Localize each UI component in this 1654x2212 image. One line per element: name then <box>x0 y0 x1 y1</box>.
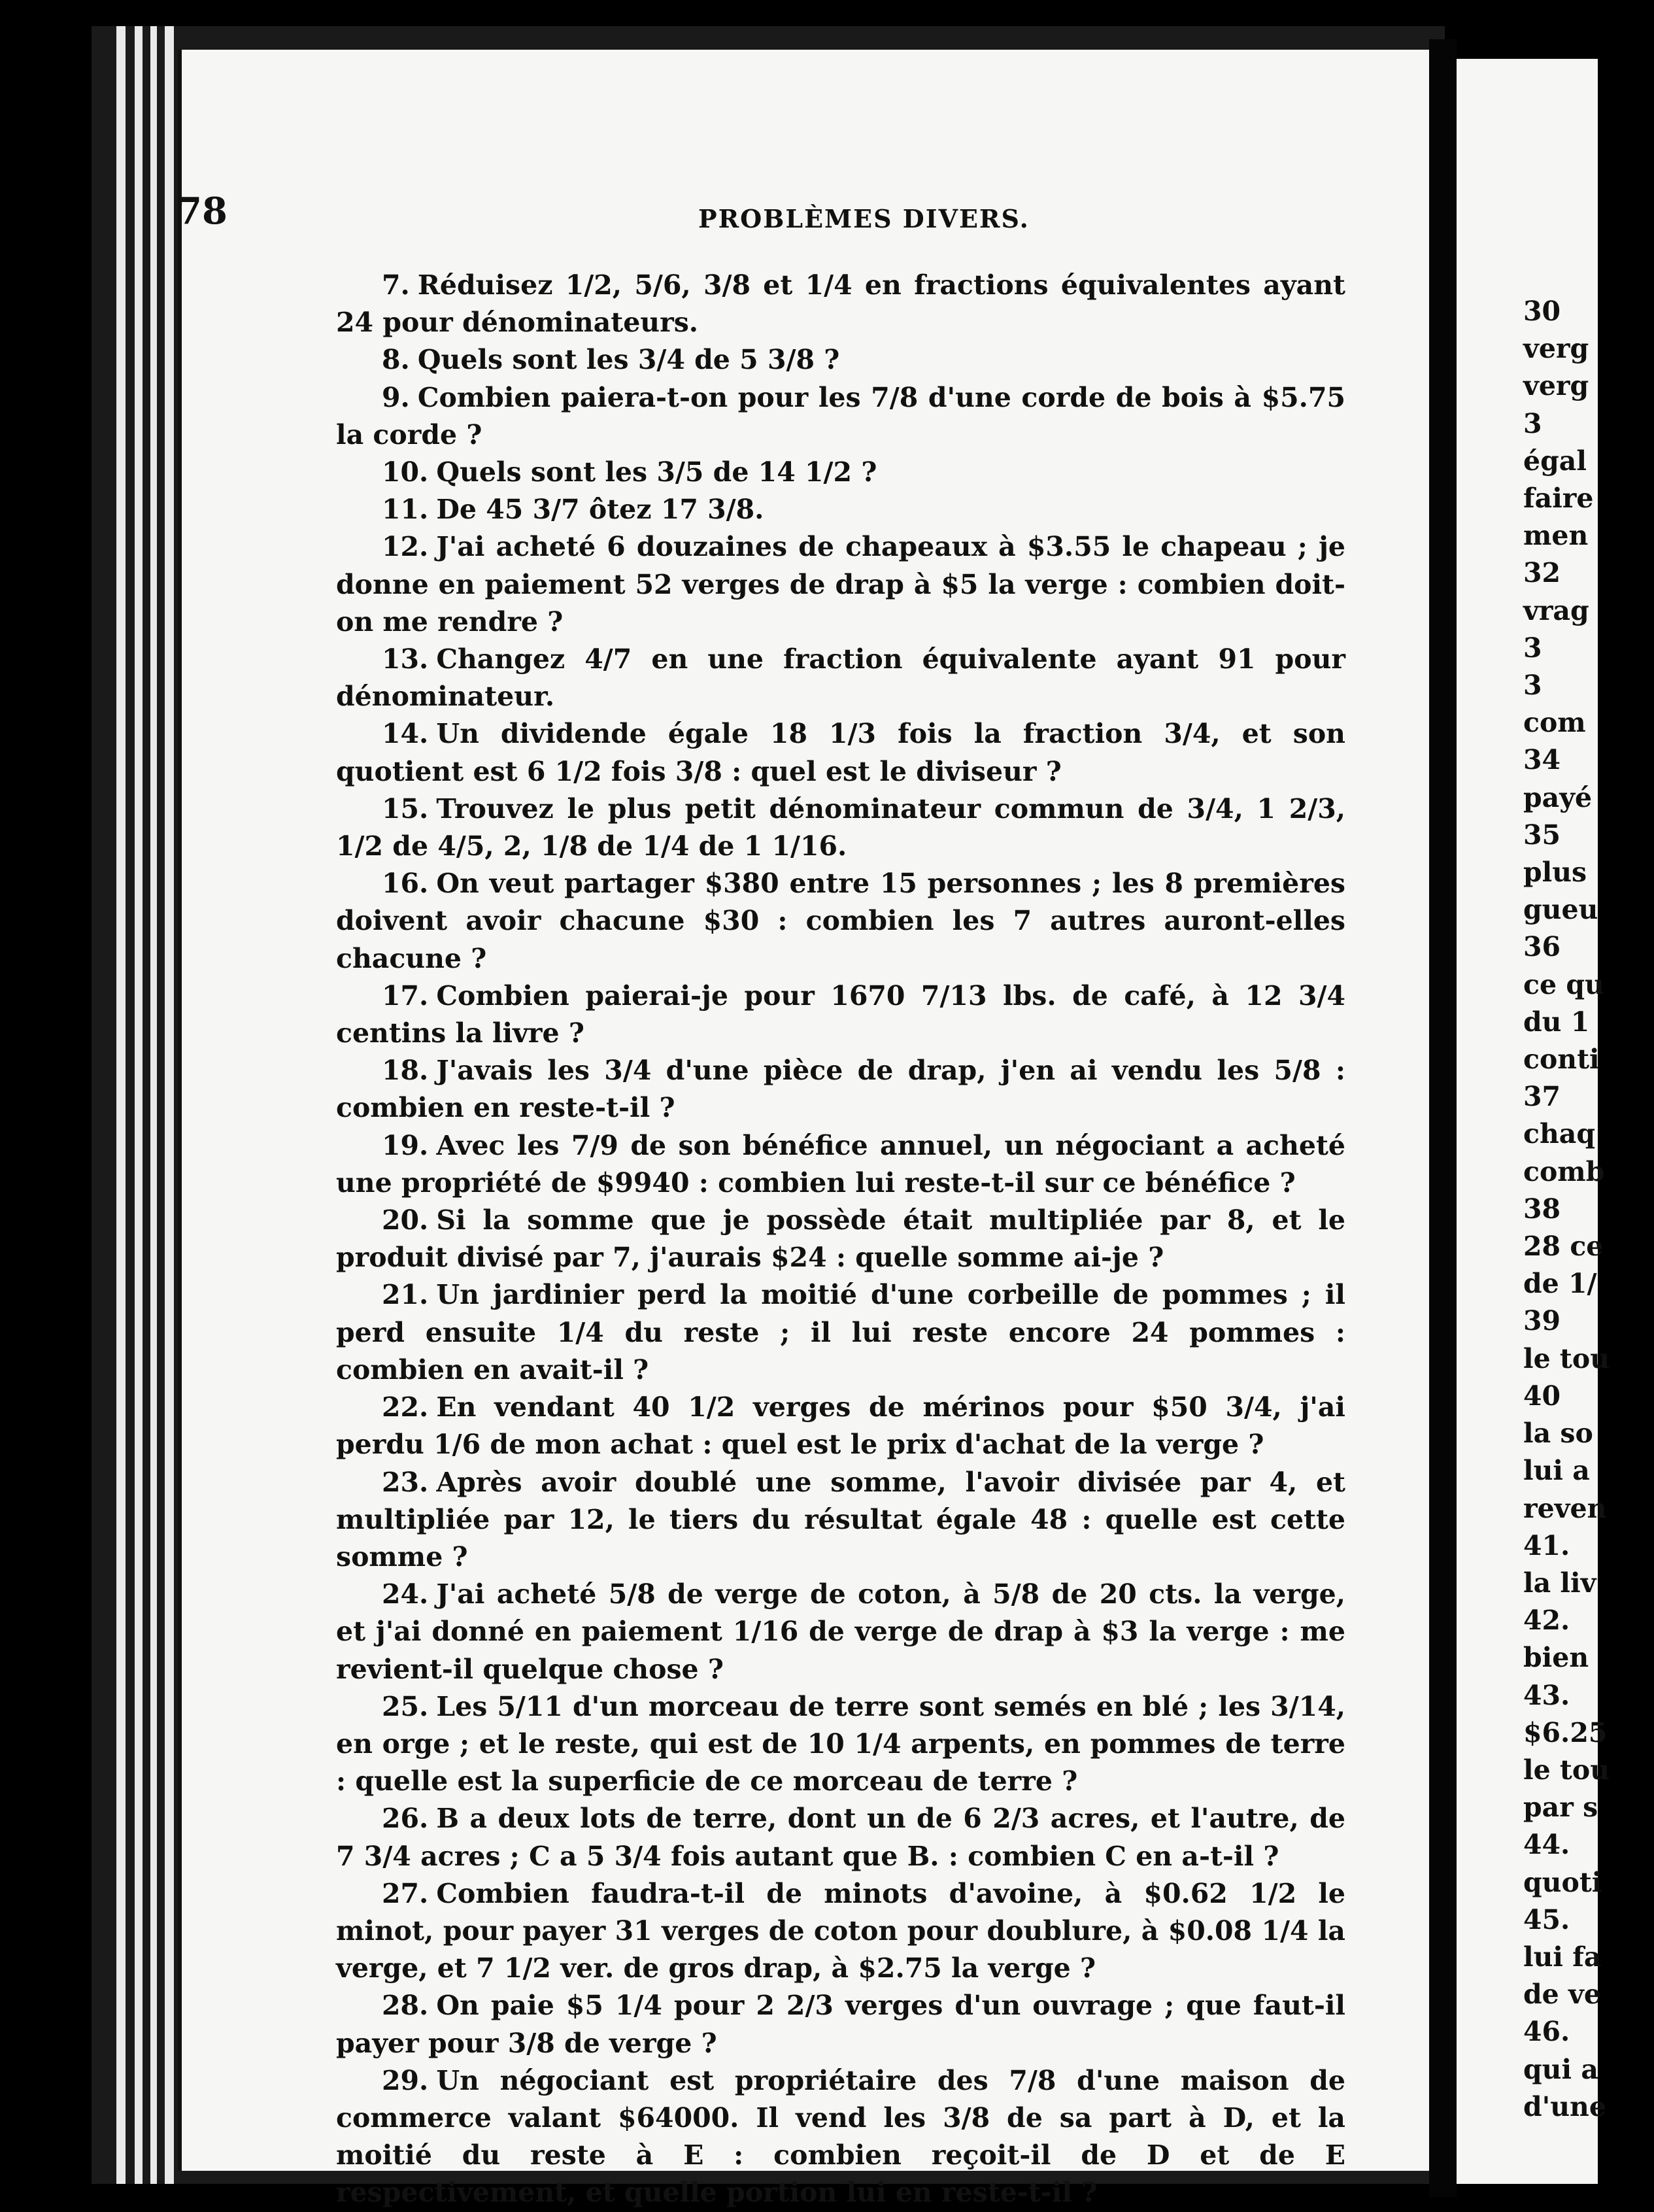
right-fragment: de 1/ <box>1523 1268 1597 1300</box>
problem-list <box>336 267 1345 2212</box>
problem-number: 19. <box>382 1129 429 1161</box>
problem-item <box>336 1875 1345 1988</box>
problem-text: Un jardinier perd la moitié d'une corbeille de pommes ; il perd ensuite 1/4 du reste ; il lui reste encore 24 pommes : combien en avait-il ? <box>336 1279 1345 1386</box>
problem-number: 23. <box>382 1466 429 1498</box>
right-fragment: verg <box>1523 370 1589 402</box>
right-fragment: conti <box>1523 1044 1600 1076</box>
problem-item <box>336 528 1345 641</box>
right-fragment: $6.25 <box>1523 1716 1608 1748</box>
right-fragment: 39 <box>1523 1305 1561 1337</box>
problem-number: 12. <box>382 531 429 563</box>
problem-item <box>336 1464 1345 1576</box>
right-fragment: 35 <box>1523 819 1561 851</box>
problem-item <box>336 1389 1345 1463</box>
right-fragment: ce qu <box>1523 968 1604 1000</box>
problem-item <box>336 1688 1345 1801</box>
problem-item <box>336 1987 1345 2062</box>
problem-text: J'ai acheté 6 douzaines de chapeaux à $3.55 le chapeau ; je donne en paiement 52 verges de drap à $5 la verge : combien doit-on me rendre ? <box>336 531 1345 638</box>
right-fragment: faire <box>1523 483 1594 515</box>
problem-item <box>336 2062 1345 2212</box>
problem-item <box>336 1276 1345 1389</box>
right-fragment: comb <box>1523 1155 1605 1187</box>
right-fragment: d'une <box>1523 2090 1606 2122</box>
problem-number: 21. <box>382 1279 429 1311</box>
problem-text: J'avais les 3/4 d'une pièce de drap, j'en ai vendu les 5/8 : combien en reste-t-il ? <box>336 1055 1345 1124</box>
problem-number: 7. <box>382 269 410 301</box>
problem-number: 22. <box>382 1391 429 1423</box>
problem-item <box>336 978 1345 1052</box>
problem-number: 13. <box>382 643 429 675</box>
problem-number: 26. <box>382 1803 429 1835</box>
right-fragment: 40 <box>1523 1380 1561 1412</box>
right-fragment: 43. <box>1523 1679 1570 1711</box>
right-fragment: 30 <box>1523 296 1561 327</box>
right-fragment: 45. <box>1523 1903 1570 1935</box>
page-edge <box>150 26 157 2184</box>
right-fragment: quoti <box>1523 1866 1602 1898</box>
problem-item <box>336 1202 1345 1276</box>
problem-text: On paie $5 1/4 pour 2 2/3 verges d'un ouvrage ; que faut-il payer pour 3/8 de verge ? <box>336 1990 1345 2059</box>
right-fragment: égal <box>1523 445 1587 477</box>
problem-text: De 45 3/7 ôtez 17 3/8. <box>436 494 764 526</box>
problem-text: Trouvez le plus petit dénominateur commun de 3/4, 1 2/3, 1/2 de 4/5, 2, 1/8 de 1/4 de 1 1/16. <box>336 792 1345 862</box>
problem-item <box>336 1127 1345 1202</box>
right-fragment: la liv <box>1523 1567 1596 1599</box>
right-fragment: 3 <box>1523 632 1542 664</box>
problem-text: Combien faudra-t-il de minots d'avoine, à $0.62 1/2 le minot, pour payer 31 verges de coton pour doublure, à $0.08 1/4 la verge, et 7 1/2 ver. de gros drap, à $2.75 la verge ? <box>336 1877 1345 1984</box>
problem-number: 14. <box>382 718 429 750</box>
right-page-text-fragments <box>1523 293 1654 2126</box>
problem-item <box>336 379 1345 454</box>
right-fragment: 3 <box>1523 670 1542 702</box>
problem-item <box>336 791 1345 865</box>
page-edge <box>116 26 126 2184</box>
problem-text: Quels sont les 3/5 de 14 1/2 ? <box>436 456 877 488</box>
right-fragment: chaq <box>1523 1118 1596 1150</box>
right-fragment: par s <box>1523 1792 1598 1824</box>
problem-item <box>336 865 1345 978</box>
problem-number: 29. <box>382 2064 429 2096</box>
problem-item <box>336 641 1345 715</box>
problem-number: 24. <box>382 1578 429 1610</box>
right-fragment: gueu <box>1523 894 1598 926</box>
right-fragment: 46. <box>1523 2016 1570 2048</box>
problem-number: 10. <box>382 456 429 488</box>
right-fragment: le tou <box>1523 1342 1610 1374</box>
problem-text: Un dividende égale 18 1/3 fois la fraction 3/4, et son quotient est 6 1/2 fois 3/8 : quel est le diviseur ? <box>336 718 1345 787</box>
right-fragment: vrag <box>1523 594 1589 626</box>
problem-item <box>336 341 1345 379</box>
right-fragment: lui fa <box>1523 1941 1602 1973</box>
problem-item <box>336 454 1345 491</box>
problem-item <box>336 267 1345 341</box>
problem-text: B a deux lots de terre, dont un de 6 2/3 acres, et l'autre, de 7 3/4 acres ; C a 5 3/4 fois autant que B. : combien C en a-t-il ? <box>336 1803 1345 1872</box>
right-fragment: 41. <box>1523 1529 1570 1561</box>
right-fragment: 32 <box>1523 557 1561 589</box>
problem-item <box>336 491 1345 528</box>
right-fragment: payé <box>1523 781 1593 813</box>
problem-text: Après avoir doublé une somme, l'avoir divisée par 4, et multipliée par 12, le tiers du résultat égale 48 : quelle est cette somme ? <box>336 1466 1345 1573</box>
page-edge <box>135 26 143 2184</box>
right-fragment: lui a <box>1523 1455 1590 1487</box>
problem-number: 18. <box>382 1055 429 1087</box>
problem-number: 9. <box>382 381 410 413</box>
problem-number: 20. <box>382 1204 429 1236</box>
problem-text: Combien paierai-je pour 1670 7/13 lbs. de café, à 12 3/4 centins la livre ? <box>336 979 1345 1049</box>
right-fragment: de ve <box>1523 1979 1601 2011</box>
problem-number: 25. <box>382 1690 429 1722</box>
book-gutter <box>1429 39 1457 2197</box>
problem-text: Avec les 7/9 de son bénéfice annuel, un négociant a acheté une propriété de $9940 : combien lui reste-t-il sur ce bénéfice ? <box>336 1129 1345 1199</box>
problem-number: 17. <box>382 979 429 1012</box>
right-fragment: 38 <box>1523 1193 1561 1225</box>
right-fragment: qui a <box>1523 2053 1598 2085</box>
problem-item <box>336 1576 1345 1688</box>
right-fragment: plus <box>1523 857 1587 889</box>
problem-text: Changez 4/7 en une fraction équivalente ayant 91 pour dénominateur. <box>336 643 1345 713</box>
problem-text: Un négociant est propriétaire des 7/8 d'une maison de commerce valant $64000. Il vend les 3/8 de sa part à D, et la moitié du reste à E : combien reçoit-il de D et de E respectivement, et quelle portion lui en reste-t-il ? <box>336 2064 1345 2209</box>
problem-text: J'ai acheté 5/8 de verge de coton, à 5/8 de 20 cts. la verge, et j'ai donné en paiement 1/16 de verge de drap à $3 la verge : me revient-il quelque chose ? <box>336 1578 1345 1685</box>
problem-text: Les 5/11 d'un morceau de terre sont semés en blé ; les 3/14, en orge ; et le reste, qui est de 10 1/4 arpents, en pommes de terre : quelle est la superficie de ce morceau de terre ? <box>336 1690 1345 1797</box>
right-fragment: 36 <box>1523 931 1561 963</box>
problem-number: 11. <box>382 494 429 526</box>
right-fragment: 34 <box>1523 744 1561 776</box>
right-fragment: com <box>1523 707 1586 739</box>
problem-text: Combien paiera-t-on pour les 7/8 d'une corde de bois à $5.75 la corde ? <box>336 381 1345 451</box>
problem-number: 28. <box>382 1990 429 2022</box>
problem-text: Réduisez 1/2, 5/6, 3/8 et 1/4 en fractions équivalentes ayant 24 pour dénominateurs. <box>336 269 1345 339</box>
problem-number: 27. <box>382 1877 429 1909</box>
right-fragment: 28 ce <box>1523 1231 1604 1263</box>
right-fragment: verg <box>1523 333 1589 365</box>
right-fragment: bien <box>1523 1642 1589 1674</box>
problem-item <box>336 1052 1345 1127</box>
problem-text: En vendant 40 1/2 verges de mérinos pour $50 3/4, j'ai perdu 1/6 de mon achat : quel est le prix d'achat de la verge ? <box>336 1391 1345 1461</box>
problem-item <box>336 1800 1345 1875</box>
problem-number: 15. <box>382 792 429 825</box>
right-fragment: 44. <box>1523 1829 1570 1861</box>
problem-text: On veut partager $380 entre 15 personnes ; les 8 premières doivent avoir chacune $30 : combien les 7 autres auront-elles chacune ? <box>336 868 1345 974</box>
right-fragment: 42. <box>1523 1605 1570 1637</box>
right-fragment: reven <box>1523 1492 1607 1524</box>
right-fragment: men <box>1523 520 1589 552</box>
problem-text: Si la somme que je possède était multipliée par 8, et le produit divisé par 7, j'aurais $24 : quelle somme ai-je ? <box>336 1204 1345 1274</box>
problem-item <box>336 715 1345 790</box>
problem-number: 16. <box>382 868 429 900</box>
running-head: PROBLÈMES DIVERS. <box>698 204 1030 233</box>
page-number: 78 <box>177 190 228 233</box>
right-fragment: le tou <box>1523 1754 1610 1786</box>
right-fragment: 37 <box>1523 1081 1561 1113</box>
page-edge <box>165 26 174 2184</box>
problem-number: 8. <box>382 344 410 376</box>
right-fragment: du 1 <box>1523 1006 1590 1038</box>
right-fragment: 3 <box>1523 407 1542 439</box>
problem-text: Quels sont les 3/4 de 5 3/8 ? <box>417 344 840 376</box>
right-fragment: la so <box>1523 1418 1593 1450</box>
